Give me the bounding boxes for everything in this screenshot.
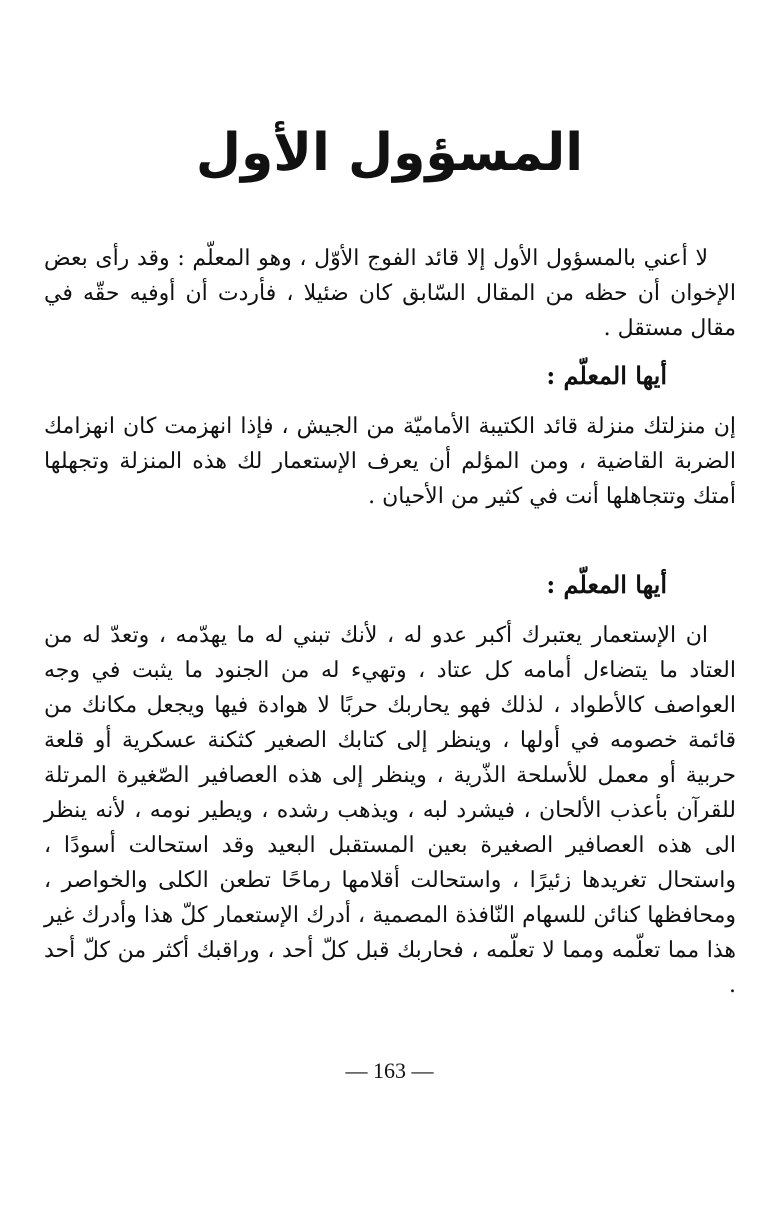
section-paragraph-1: إن منزلتك منزلة قائد الكتيبة الأماميّة من الجيش ، فإذا انهزمت كان انهزامك الضربة القاضية ، ومن المؤلم أن يعرف الإستعمار لك هذه المنزلة وتجهلها أمتك وتتجاهلها أنت في كثير من الأحيان . — [44, 414, 736, 509]
page-number: — 163 — — [345, 1058, 434, 1083]
intro-paragraph: لا أعني بالمسؤول الأول إلا قائد الفوج الأوّل ، وهو المعلّم : وقد رأى بعض الإخوان أن حظه من المقال السّابق كان ضئيلا ، فأردت أن أوفيه حقّه في مقال مستقل . — [44, 246, 736, 341]
section-paragraph-2: ان الإستعمار يعتبرك أكبر عدو له ، لأنك تبني له ما يهدّمه ، وتعدّ له من العتاد ما يتضاءل أمامه كل عتاد ، وتهيء له من الجنود ما يثبت في وجه العواصف كالأطواد ، لذلك فهو يحاربك حربًا لا هوادة فيها ويجعل مكانك من قائمة خصومه في أولها ، وينظر إلى كتابك الصغير كثكنة عسكرية أو قلعة حربية أو معمل للأسلحة الذّرية ، وينظر إلى هذه العصافير الصّغيرة المرتلة للقرآن بأعذب الألحان ، فيشرد لبه ، ويذهب رشده ، ويطير نومه ، لأنه ينظر الى هذه العصافير الصغيرة بعين المستقبل البعيد وقد استحالت أسودًا ، واستحال تغريدها زئيرًا ، واستحالت أقلامها رماحًا تطعن الكلى والخواصر ، ومحافظها كنائن للسهام النّافذة المصمية ، أدرك الإستعمار كلّ هذا وأدرك غير هذا مما تعلّمه ومما لا تعلّمه ، فحاربك قبل كلّ أحد ، وراقبك أكثر من كلّ أحد . — [44, 623, 736, 998]
page-title: المسؤول الأول — [195, 123, 584, 183]
section-heading-1: أيها المعلّم : — [546, 361, 667, 390]
section-heading-2: أيها المعلّم : — [546, 570, 667, 599]
